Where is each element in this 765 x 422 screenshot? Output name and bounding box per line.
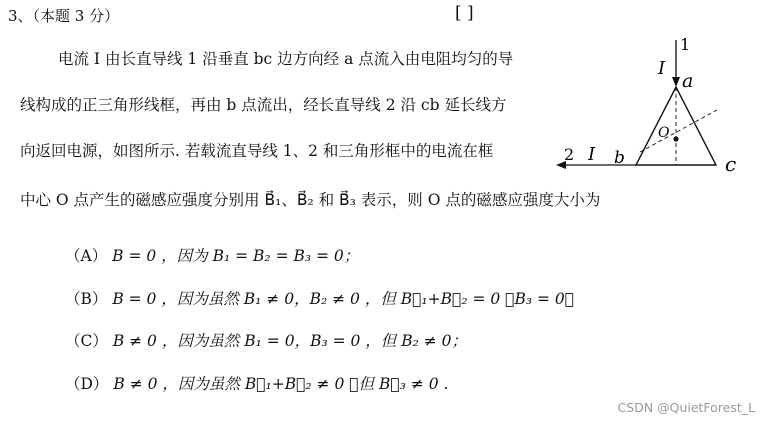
label-current-1: I: [658, 58, 666, 79]
label-c: c: [725, 152, 737, 176]
option-a: [65, 244, 359, 266]
label-a: a: [682, 70, 694, 92]
option-a-text: B = 0 ，因为 B₁ = B₂ = B₃ = 0；: [112, 247, 360, 265]
option-b: [65, 287, 574, 309]
label-b: b: [614, 148, 625, 168]
option-c-label: （C）: [65, 332, 108, 350]
option-c: [65, 329, 467, 351]
question-header: 3、（本题 3 分）: [8, 7, 120, 25]
option-b-text: B = 0 ，因为虽然 B₁ ≠ 0，B₂ ≠ 0 ，但 B⃗₁+B⃗₂ = 0 ，B₃ = 0；: [112, 290, 575, 308]
question-stem-line-1: 电流 I 由长直导线 1 沿垂直 bc 边方向经 a 点流入由电阻均匀的导: [58, 50, 514, 68]
label-wire-1: 1: [680, 35, 691, 54]
label-wire-2: 2: [564, 145, 575, 164]
option-d-label: （D）: [65, 375, 109, 393]
question-stem-line-3: 向返回电源，如图所示. 若载流直导线 1、2 和三角形框中的电流在框: [20, 142, 494, 160]
watermark: CSDN @QuietForest_L: [617, 400, 755, 415]
answer-bracket: [ ]: [455, 3, 474, 23]
center-point-o: [673, 136, 678, 141]
question-stem-line-2: 线构成的正三角形线框，再由 b 点流出，经长直导线 2 沿 cb 延长线方: [20, 96, 507, 114]
label-o: O: [658, 125, 670, 141]
option-a-label: （A）: [65, 247, 108, 265]
question-stem-line-4: 中心 O 点产生的磁感应强度分别用 B⃗₁、B⃗₂ 和 B⃗₃ 表示，则 O 点的磁感应强度大小为: [20, 191, 601, 209]
option-d-text: B ≠ 0 ，因为虽然 B⃗₁+B⃗₂ ≠ 0 ，但 B⃗₃ ≠ 0 .: [113, 375, 449, 393]
triangle-figure: [552, 30, 752, 190]
option-c-text: B ≠ 0 ，因为虽然 B₁ = 0，B₃ = 0 ，但 B₂ ≠ 0；: [112, 332, 468, 350]
label-current-2: I: [588, 144, 596, 165]
option-b-label: （B）: [65, 290, 108, 308]
option-d: [65, 372, 448, 394]
